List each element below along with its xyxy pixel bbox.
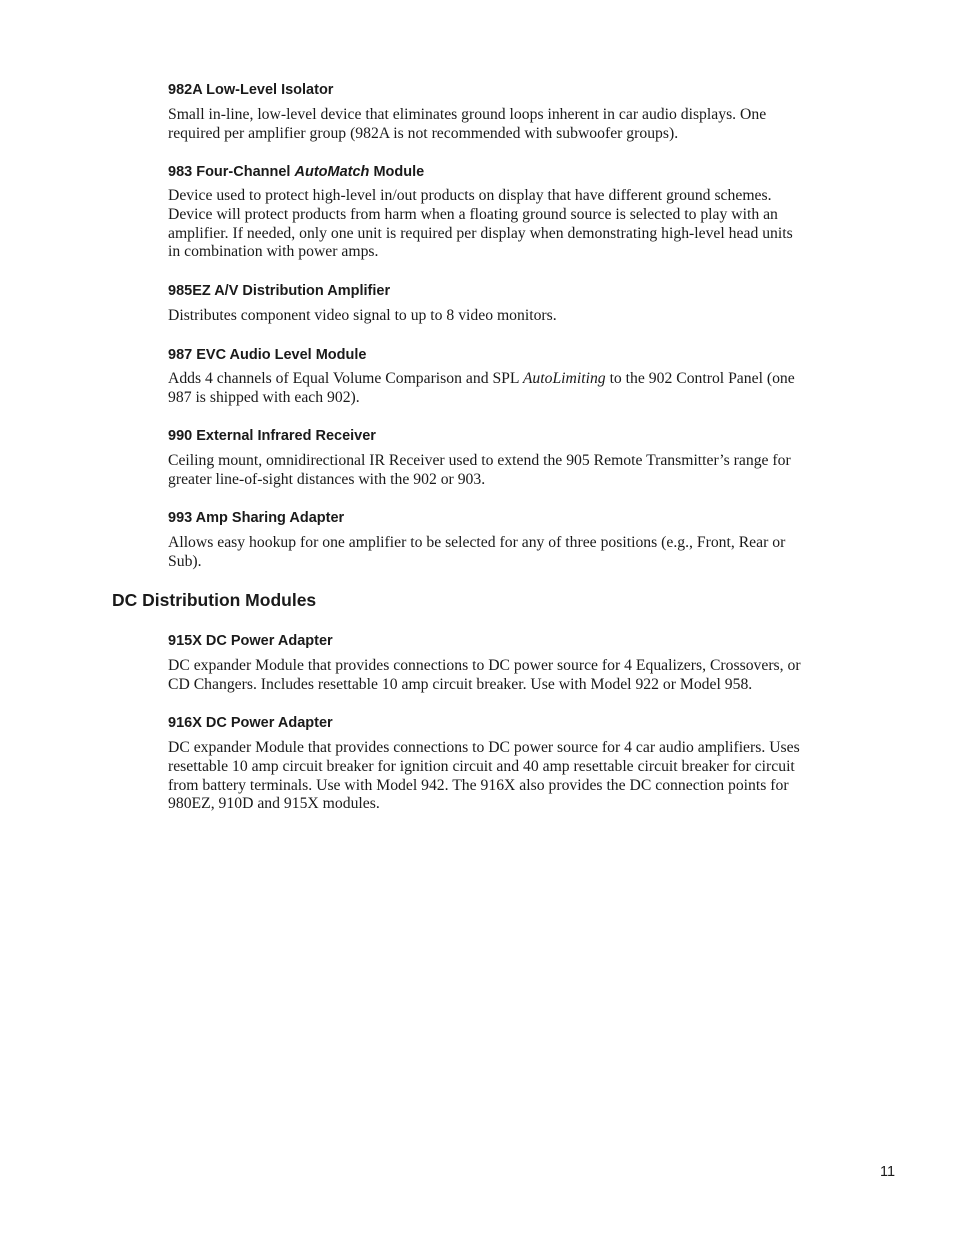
body-line: Device used to protect high-level in/out products on display that have different ground schemes. bbox=[168, 187, 772, 204]
entry-body-915x bbox=[168, 657, 868, 695]
title-part: Module bbox=[369, 164, 425, 180]
body-line: DC expander Module that provides connections to DC power source for 4 car audio amplifiers. Uses bbox=[168, 739, 800, 756]
body-line: 987 is shipped with each 902). bbox=[168, 388, 360, 406]
body-line: Ceiling mount, omnidirectional IR Receiver used to extend the 905 Remote Transmitter’s range for bbox=[168, 452, 791, 469]
entry-title-990: 990 External Infrared Receiver bbox=[168, 428, 376, 444]
entry-title-916x: 916X DC Power Adapter bbox=[168, 715, 333, 731]
entry-title-987: 987 EVC Audio Level Module bbox=[168, 347, 367, 363]
entry-title-985ez: 985EZ A/V Distribution Amplifier bbox=[168, 283, 391, 299]
entry-title-993: 993 Amp Sharing Adapter bbox=[168, 510, 345, 526]
entry-title-982a: 982A Low-Level Isolator bbox=[168, 82, 334, 98]
line-part: to the 902 Control Panel (one bbox=[605, 370, 795, 387]
body-line: in combination with power amps. bbox=[168, 243, 379, 261]
title-part: 983 Four-Channel bbox=[168, 164, 295, 180]
entry-body-916x bbox=[168, 739, 868, 814]
body-line: Sub). bbox=[168, 552, 202, 570]
body-line: Device will protect products from harm when a floating ground source is selected to play with an bbox=[168, 205, 778, 223]
entry-body-982a bbox=[168, 106, 868, 144]
body-line bbox=[168, 370, 868, 389]
entry-body-983 bbox=[168, 187, 868, 262]
entry-title-983 bbox=[168, 163, 424, 181]
line-part: Adds 4 channels of Equal Volume Comparison and SPL bbox=[168, 370, 523, 387]
entry-body-993 bbox=[168, 534, 868, 572]
body-line: Small in-line, low-level device that eliminates ground loops inherent in car audio displays. One bbox=[168, 106, 767, 123]
body-line: from battery terminals. Use with Model 942. The 916X also provides the DC connection points for bbox=[168, 776, 789, 794]
body-line: resettable 10 amp circuit breaker for ignition circuit and 40 amp resettable circuit breaker for circuit bbox=[168, 757, 795, 775]
body-line: DC expander Module that provides connections to DC power source for 4 Equalizers, Crossovers, or bbox=[168, 657, 801, 674]
body-line: greater line-of-sight distances with the 902 or 903. bbox=[168, 470, 486, 488]
entry-body-990 bbox=[168, 452, 868, 490]
body-line: CD Changers. Includes resettable 10 amp circuit breaker. Use with Model 922 or Model 958. bbox=[168, 675, 753, 693]
section-title: DC Distribution Modules bbox=[112, 590, 317, 610]
body-line: amplifier. If needed, only one unit is required per display when demonstrating high-level head units bbox=[168, 224, 793, 242]
line-italic-part: AutoLimiting bbox=[522, 370, 606, 387]
entry-body-987 bbox=[168, 370, 868, 408]
entry-body-985ez bbox=[168, 307, 868, 326]
body-line: Allows easy hookup for one amplifier to be selected for any of three positions (e.g., Front, Rear or bbox=[168, 534, 786, 551]
body-line: required per amplifier group (982A is not recommended with subwoofer groups). bbox=[168, 124, 679, 142]
body-line: Distributes component video signal to up to 8 video monitors. bbox=[168, 307, 557, 324]
entry-title-915x: 915X DC Power Adapter bbox=[168, 633, 333, 649]
body-line: 980EZ, 910D and 915X modules. bbox=[168, 795, 380, 813]
title-italic-part: AutoMatch bbox=[294, 164, 370, 180]
page-number: 11 bbox=[880, 1164, 896, 1180]
